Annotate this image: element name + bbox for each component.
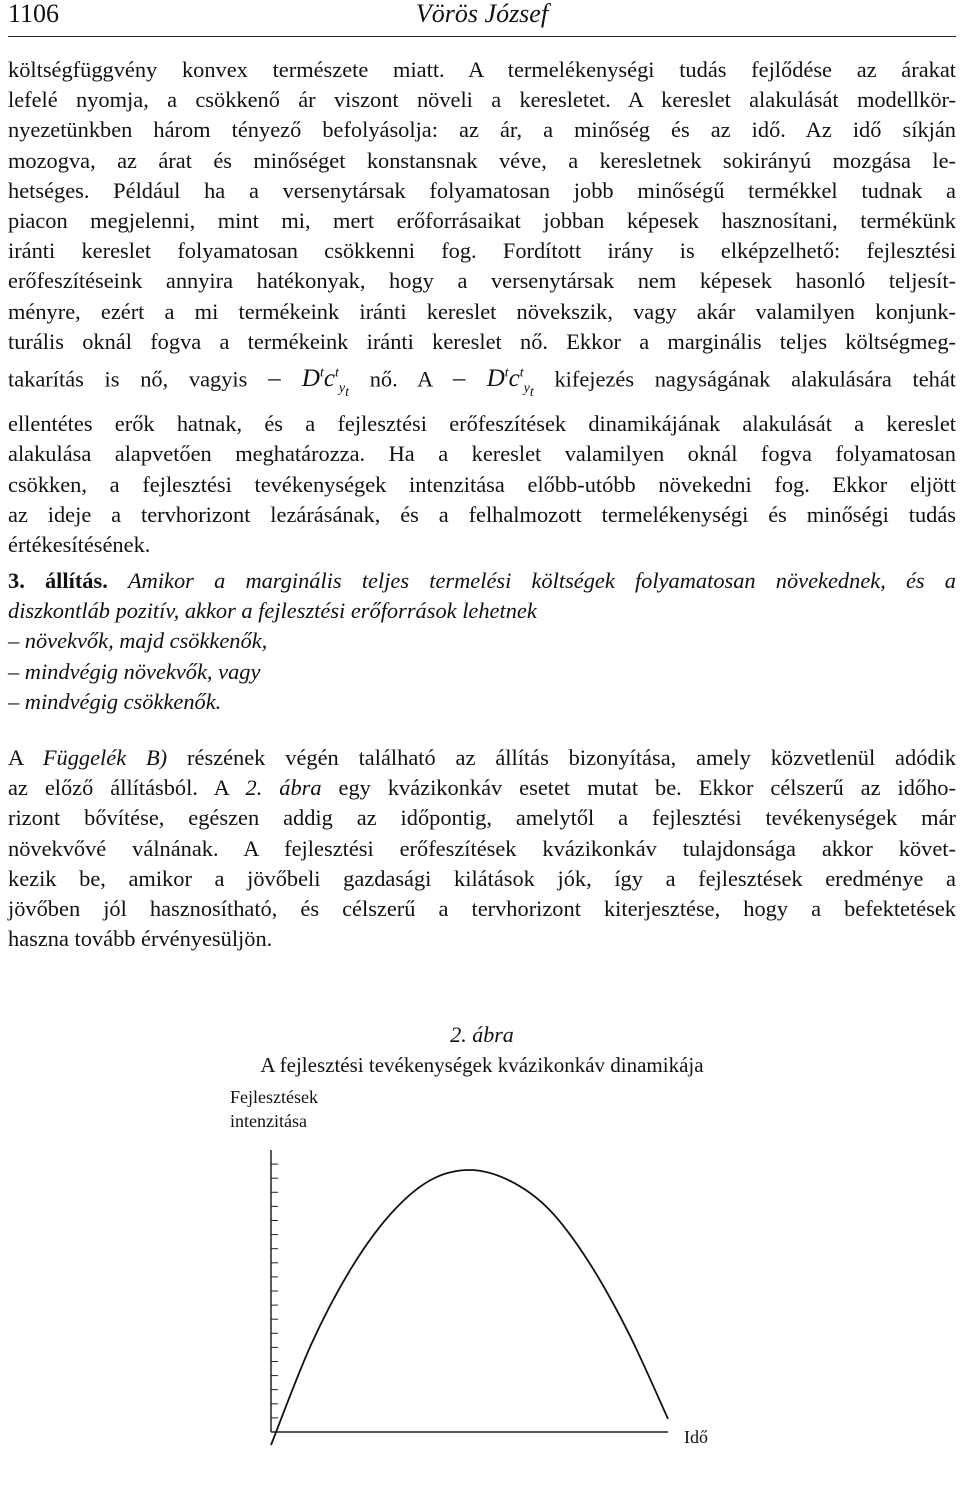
text-line: hetséges. Például ha a versenytársak folyamatosan jobb minőségű termékkel tudnak a (8, 177, 956, 203)
text-line: erőfeszítéseink annyira hatékonyak, hogy a versenytársak nem képesek hasonló teljesít- (8, 268, 956, 294)
series-line-intensity (271, 1170, 668, 1445)
text-line: csökken, a fejlesztési tevékenységek intenzitása előbb-utóbb növekedni fog. Ekkor eljött (8, 471, 956, 497)
formula-sup-t: t (319, 366, 324, 382)
chart (8, 0, 956, 1492)
text-line: haszna tovább érvényesüljön. (8, 926, 273, 952)
appendix-ref: Függelék B) (42, 745, 168, 770)
formula-D: D (301, 365, 320, 393)
text-line: kezik be, amikor a jövőbeli gazdasági kilátások jók, így a fejlesztések eredménye a (8, 865, 956, 891)
claim-text: Amikor a marginális teljes termelési költségek folyamatosan növekednek, és a (127, 568, 956, 593)
formula-D: D (486, 365, 505, 393)
text-line: iránti kereslet folyamatosan csökkenni fog. Fordított irány is elképzelhető: fejlesztési (8, 238, 956, 264)
text-line: turális oknál fogva a termékeink iránti kereslet nő. Ekkor a marginális teljes költségmeg- (8, 328, 956, 354)
text-fragment: kifejezés nagyságának alakulására tehát (554, 366, 956, 392)
formula-sup-t: t (504, 366, 509, 382)
text-line: értékesítésének. (8, 531, 151, 557)
text-line: ményre, ezért a mi termékeink iránti kereslet növekszik, vagy akár valamilyen konjunk- (8, 298, 956, 324)
text-line: költségfüggvény konvex természete miatt. A termelékenységi tudás fejlődése az árakat (8, 57, 956, 82)
formula-sub-t: t (345, 385, 349, 401)
page-number: 1106 (8, 0, 60, 28)
text-fragment: részének végén található az állítás bizonyítása, amely közvetlenül adódik (187, 745, 956, 770)
text-fragment: az előző állításból. A (8, 775, 229, 801)
formula-sub-y: y (338, 381, 346, 397)
text-line: jövőben jól hasznosítható, és célszerű a tervhorizont kiterjesztése, hogy a befektetések (8, 896, 956, 922)
text-fragment: A (8, 745, 23, 770)
text-fragment: nő. A (369, 366, 433, 392)
formula-sub-y: y (523, 381, 530, 397)
text-line: alakulása alapvetően meghatározza. Ha a kereslet valamilyen oknál fogva folyamatosan (8, 441, 956, 467)
formula-c: c (508, 365, 520, 393)
formula-minus: – (452, 365, 466, 393)
formula-sub-t: t (529, 385, 534, 401)
formula-sup-t: t (334, 366, 339, 382)
formula-c: c (323, 365, 335, 393)
claim-list-item: – mindvégig csökkenők. (8, 688, 222, 714)
figure-ref: 2. ábra (245, 775, 322, 801)
text-fragment: takarítás is nő, vagyis (8, 366, 248, 392)
text-line: nyezetünkben három tényező befolyásolja: az ár, a minőség és az idő. Az idő síkján (8, 117, 956, 143)
text-line: mozogva, az árat és minőséget konstansnak véve, a keresletnek sokirányú mozgása le- (8, 147, 956, 173)
chart-x-axis-label: Idő (684, 1427, 708, 1447)
text-line: az ideje a tervhorizont lezárásának, és a felhalmozott termelékenységi és minőségi tudás (8, 501, 956, 527)
text-fragment: egy kvázikonkáv esetet mutat be. Ekkor célszerű az időho- (338, 775, 956, 801)
text-line: növekvővé válnának. A fejlesztési erőfeszítések kvázikonkáv tulajdonsága akkor követ- (8, 835, 956, 861)
text-line: piacon megjelenni, mint mi, mert erőforrásaikat jobban képesek hasznosítani, termékünk (8, 208, 956, 234)
formula-minus: – (268, 365, 281, 393)
figure-number: 2. ábra (450, 1022, 514, 1047)
claim-list-item: – növekvők, majd csökkenők, (8, 628, 268, 654)
claim-line: diszkontláb pozitív, akkor a fejlesztési erőforrások lehetnek (8, 598, 537, 624)
text-line: lefelé nyomja, a csökkenő ár viszont növeli a keresletet. A kereslet alakulását modellkör- (8, 87, 956, 113)
text-line: rizont bővítése, egészen addig az időpontig, amelytől a fejlesztési tevékenységek már (8, 805, 956, 831)
running-author: Vörös József (415, 0, 549, 28)
claim-label: 3. állítás. (8, 568, 108, 593)
y-label-line: intenzitása (230, 1111, 307, 1131)
formula-sup-t: t (519, 366, 524, 382)
figure-title: A fejlesztési tevékenységek kvázikonkáv dinamikája (260, 1053, 704, 1077)
y-label-line: Fejlesztések (230, 1087, 318, 1107)
claim-list-item: – mindvégig növekvők, vagy (8, 658, 261, 684)
text-line: ellentétes erők hatnak, és a fejlesztési erőfeszítések dinamikájának alakulását a kereslet (8, 411, 956, 437)
